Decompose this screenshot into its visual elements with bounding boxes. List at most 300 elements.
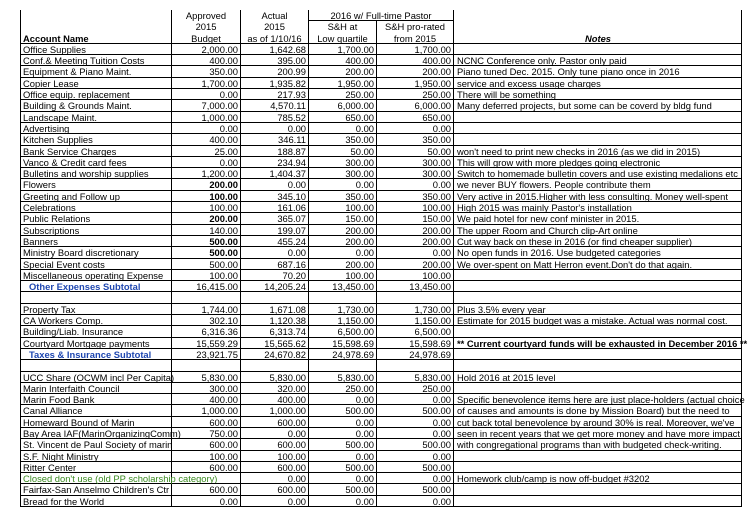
subtotal-amount[interactable]: 16,415.00 xyxy=(172,281,241,292)
amount-cell[interactable]: 6,500.00 xyxy=(309,326,377,337)
amount-cell[interactable]: 6,000.00 xyxy=(309,100,377,111)
notes-cell[interactable] xyxy=(454,462,742,473)
amount-cell[interactable]: 1,950.00 xyxy=(309,78,377,89)
amount-cell[interactable]: 100.00 xyxy=(309,202,377,213)
amount-cell[interactable]: 250.00 xyxy=(377,383,454,394)
amount-cell[interactable]: 15,559.29 xyxy=(172,338,241,349)
notes-cell[interactable]: Very active in 2015.Higher with less consulting. Money well-spent xyxy=(454,191,742,202)
account-name-cell[interactable]: Bread for the World xyxy=(20,496,172,507)
amount-cell[interactable]: 0.00 xyxy=(241,179,309,190)
amount-cell[interactable]: 70.20 xyxy=(241,270,309,281)
amount-cell[interactable]: 15,565.62 xyxy=(241,338,309,349)
amount-cell[interactable]: 6,500.00 xyxy=(377,326,454,337)
amount-cell[interactable]: 300.00 xyxy=(377,157,454,168)
account-name-cell[interactable]: Banners xyxy=(20,236,172,247)
account-name-cell[interactable]: Bank Service Charges xyxy=(20,146,172,157)
table-row xyxy=(20,439,742,450)
account-name-cell[interactable]: Ritter Center xyxy=(20,462,172,473)
amount-cell[interactable]: 1,150.00 xyxy=(309,315,377,326)
empty-cell[interactable] xyxy=(241,360,309,371)
notes-cell[interactable]: Cut way back on these in 2016 (or find cheaper supplier) xyxy=(454,236,742,247)
header-account-name[interactable]: Account Name xyxy=(20,33,172,44)
amount-cell[interactable]: 1,404.37 xyxy=(241,168,309,179)
amount-cell[interactable]: 200.00 xyxy=(377,236,454,247)
account-name-cell[interactable]: Closed don't use (old PP scholarship category) xyxy=(20,473,172,484)
subtotal-amount[interactable]: 14,205.24 xyxy=(241,281,309,292)
amount-cell[interactable]: 199.07 xyxy=(241,225,309,236)
amount-cell[interactable]: 1,700.00 xyxy=(309,44,377,55)
empty-cell[interactable] xyxy=(454,360,742,371)
account-name-cell[interactable]: UCC Share (OCWM incl Per Capita) xyxy=(20,372,172,383)
amount-cell[interactable]: 200.00 xyxy=(172,179,241,190)
amount-cell[interactable]: 5,830.00 xyxy=(172,372,241,383)
amount-cell[interactable]: 1,200.00 xyxy=(172,168,241,179)
amount-cell[interactable]: 7,000.00 xyxy=(172,100,241,111)
amount-cell[interactable]: 600.00 xyxy=(172,484,241,495)
amount-cell[interactable]: 100.00 xyxy=(172,202,241,213)
amount-cell[interactable]: 200.00 xyxy=(309,66,377,77)
amount-cell[interactable]: 200.00 xyxy=(172,213,241,224)
amount-cell[interactable]: 350.00 xyxy=(377,191,454,202)
amount-cell[interactable]: 50.00 xyxy=(309,146,377,157)
amount-cell[interactable]: 500.00 xyxy=(309,405,377,416)
account-name-cell[interactable]: Conf.& Meeting Tuition Costs xyxy=(20,55,172,66)
amount-cell[interactable]: 0.00 xyxy=(241,123,309,134)
table-row xyxy=(20,134,742,145)
account-name-cell[interactable]: Equipment & Piano Maint. xyxy=(20,66,172,77)
notes-cell[interactable] xyxy=(454,349,742,360)
notes-cell[interactable] xyxy=(454,134,742,145)
amount-cell[interactable]: 0.00 xyxy=(309,496,377,507)
amount-cell[interactable]: 200.00 xyxy=(309,259,377,270)
notes-cell[interactable]: Specific benevolence items here are just place-holders (actual choice xyxy=(454,394,742,405)
header-col-1[interactable]: Budget xyxy=(172,33,241,44)
subtotal-amount[interactable]: 24,978.69 xyxy=(377,349,454,360)
amount-cell[interactable]: 250.00 xyxy=(309,383,377,394)
amount-cell[interactable]: 400.00 xyxy=(172,134,241,145)
account-name-cell[interactable]: Courtyard Mortgage payments xyxy=(20,338,172,349)
header-sub-3[interactable]: S&H at xyxy=(309,21,377,32)
account-name-cell[interactable]: Miscellaneous operating Expense xyxy=(20,270,172,281)
account-name-cell[interactable]: Vanco & Credit card fees xyxy=(20,157,172,168)
empty-cell[interactable] xyxy=(172,292,241,303)
amount-cell[interactable]: 350.00 xyxy=(172,66,241,77)
empty-cell[interactable] xyxy=(309,292,377,303)
notes-cell[interactable]: Hold 2016 at 2015 level xyxy=(454,372,742,383)
table-row xyxy=(20,89,742,100)
amount-cell[interactable]: 100.00 xyxy=(172,270,241,281)
subtotal-label[interactable]: Other Expenses Subtotal xyxy=(20,281,172,292)
notes-cell[interactable]: We over-spent on Matt Herron event.Don't do that again. xyxy=(454,259,742,270)
table-row xyxy=(20,496,742,507)
amount-cell[interactable]: 300.00 xyxy=(377,168,454,179)
table-row xyxy=(20,44,742,55)
notes-cell[interactable]: seen in recent years that we get more money and have more impact xyxy=(454,428,742,439)
account-name-cell[interactable]: Marin Interfaith Council xyxy=(20,383,172,394)
amount-cell[interactable]: 6,316.36 xyxy=(172,326,241,337)
amount-cell[interactable]: 25.00 xyxy=(172,146,241,157)
amount-cell[interactable]: 500.00 xyxy=(309,462,377,473)
header-notes-blank[interactable] xyxy=(454,10,742,21)
table-row xyxy=(20,326,742,337)
header-cell-blank[interactable] xyxy=(20,21,172,32)
notes-cell[interactable] xyxy=(454,281,742,292)
subtotal-amount[interactable]: 24,978.69 xyxy=(309,349,377,360)
empty-cell[interactable] xyxy=(377,292,454,303)
amount-cell[interactable]: 600.00 xyxy=(241,439,309,450)
amount-cell[interactable]: 1,000.00 xyxy=(172,112,241,123)
amount-cell[interactable]: 350.00 xyxy=(377,134,454,145)
amount-cell[interactable]: 0.00 xyxy=(377,394,454,405)
amount-cell[interactable]: 0.00 xyxy=(172,89,241,100)
account-name-cell[interactable]: Subscriptions xyxy=(20,225,172,236)
amount-cell[interactable]: 0.00 xyxy=(377,417,454,428)
amount-cell[interactable]: 320.00 xyxy=(241,383,309,394)
amount-cell[interactable]: 200.00 xyxy=(309,225,377,236)
header-approved[interactable]: Approved xyxy=(172,10,241,21)
account-name-cell[interactable]: Special Event costs xyxy=(20,259,172,270)
amount-cell[interactable]: 500.00 xyxy=(377,439,454,450)
amount-cell[interactable]: 400.00 xyxy=(309,55,377,66)
amount-cell[interactable]: 400.00 xyxy=(377,55,454,66)
amount-cell[interactable]: 0.00 xyxy=(377,428,454,439)
notes-cell[interactable]: Estimate for 2015 budget was a mistake. Actual was normal cost. xyxy=(454,315,742,326)
account-name-cell[interactable]: Landscape Maint. xyxy=(20,112,172,123)
amount-cell[interactable]: 150.00 xyxy=(309,213,377,224)
blank-row xyxy=(20,360,742,371)
amount-cell[interactable]: 0.00 xyxy=(241,247,309,258)
amount-cell[interactable]: 0.00 xyxy=(377,247,454,258)
amount-cell[interactable]: 0.00 xyxy=(377,496,454,507)
amount-cell[interactable]: 0.00 xyxy=(309,247,377,258)
header-col-2[interactable]: as of 1/10/16 xyxy=(241,33,309,44)
table-row xyxy=(20,462,742,473)
amount-cell[interactable]: 161.06 xyxy=(241,202,309,213)
amount-cell[interactable]: 100.00 xyxy=(172,191,241,202)
amount-cell[interactable]: 600.00 xyxy=(172,417,241,428)
empty-cell[interactable] xyxy=(377,360,454,371)
amount-cell[interactable]: 1,700.00 xyxy=(377,44,454,55)
amount-cell[interactable]: 1,120.38 xyxy=(241,315,309,326)
account-name-cell[interactable]: Ministry Board discretionary xyxy=(20,247,172,258)
notes-cell[interactable]: No open funds in 2016. Use budgeted categories xyxy=(454,247,742,258)
account-name-cell[interactable]: Bay Area IAF(MarinOrganizingComm) xyxy=(20,428,172,439)
notes-cell[interactable] xyxy=(454,383,742,394)
account-name-cell[interactable]: Bulletins and worship supplies xyxy=(20,168,172,179)
empty-cell[interactable] xyxy=(20,292,172,303)
empty-cell[interactable] xyxy=(172,360,241,371)
table-row xyxy=(20,394,745,406)
notes-cell[interactable] xyxy=(454,123,742,134)
empty-cell[interactable] xyxy=(454,292,742,303)
amount-cell[interactable]: 200.00 xyxy=(377,66,454,77)
amount-cell[interactable]: 1,000.00 xyxy=(172,405,241,416)
notes-cell[interactable]: Plus 3.5% every year xyxy=(454,304,742,315)
account-name-cell[interactable]: Kitchen Supplies xyxy=(20,134,172,145)
amount-cell[interactable]: 365.07 xyxy=(241,213,309,224)
table-row xyxy=(20,247,742,258)
notes-cell[interactable] xyxy=(454,484,742,495)
notes-cell[interactable]: service and excess usage charges xyxy=(454,78,742,89)
table-row xyxy=(20,417,742,428)
amount-cell[interactable]: 650.00 xyxy=(309,112,377,123)
header-sub-1[interactable]: 2015 xyxy=(172,21,241,32)
amount-cell[interactable]: 500.00 xyxy=(309,484,377,495)
amount-cell[interactable]: 0.00 xyxy=(241,428,309,439)
amount-cell[interactable]: 1,700.00 xyxy=(172,78,241,89)
amount-cell[interactable]: 200.00 xyxy=(377,225,454,236)
amount-cell[interactable]: 250.00 xyxy=(377,89,454,100)
amount-cell[interactable]: 250.00 xyxy=(309,89,377,100)
amount-cell[interactable]: 6,000.00 xyxy=(377,100,454,111)
table-row xyxy=(20,383,742,394)
notes-cell[interactable] xyxy=(454,44,742,55)
table-row xyxy=(20,337,748,349)
header-sub-4[interactable]: S&H pro-rated xyxy=(377,21,454,32)
account-name-cell[interactable]: S.F. Night Ministry xyxy=(20,451,172,462)
amount-cell[interactable]: 1,000.00 xyxy=(241,405,309,416)
amount-cell[interactable]: 5,830.00 xyxy=(309,372,377,383)
account-name-cell[interactable]: Office equip. replacement xyxy=(20,89,172,100)
amount-cell[interactable]: 5,830.00 xyxy=(241,372,309,383)
header-cell-blank[interactable] xyxy=(20,10,172,21)
header-col-3[interactable]: Low quartile xyxy=(309,33,377,44)
amount-cell[interactable]: 2,000.00 xyxy=(172,44,241,55)
amount-cell[interactable]: 1,744.00 xyxy=(172,304,241,315)
subtotal-row xyxy=(20,281,742,292)
amount-cell[interactable]: 600.00 xyxy=(241,484,309,495)
notes-cell[interactable]: cut back total benevolence by around 30% is real. Moreover, we've xyxy=(454,417,742,428)
notes-cell[interactable]: The upper Room and Church clip-Art online xyxy=(454,225,742,236)
header-2016-pastor[interactable]: 2016 w/ Full-time Pastor xyxy=(309,10,454,21)
table-row xyxy=(20,270,742,281)
amount-cell[interactable]: 0.00 xyxy=(309,417,377,428)
amount-cell[interactable]: 600.00 xyxy=(172,439,241,450)
header-sub-2[interactable]: 2015 xyxy=(241,21,309,32)
table-row xyxy=(20,157,742,168)
amount-cell[interactable]: 0.00 xyxy=(309,473,377,484)
subtotal-label[interactable]: Taxes & Insurance Subtotal xyxy=(20,349,172,360)
amount-cell[interactable]: 350.00 xyxy=(309,134,377,145)
notes-cell[interactable]: with congregational programs than with budgeted check-writing. xyxy=(454,439,742,450)
empty-cell[interactable] xyxy=(241,292,309,303)
amount-cell[interactable]: 350.00 xyxy=(309,191,377,202)
amount-cell[interactable]: 0.00 xyxy=(172,123,241,134)
amount-cell[interactable]: 140.00 xyxy=(172,225,241,236)
amount-cell[interactable]: 200.99 xyxy=(241,66,309,77)
amount-cell[interactable]: 0.00 xyxy=(309,394,377,405)
notes-cell[interactable] xyxy=(454,112,742,123)
amount-cell[interactable]: 0.00 xyxy=(309,179,377,190)
amount-cell[interactable]: 234.94 xyxy=(241,157,309,168)
table-row xyxy=(20,236,742,247)
amount-cell[interactable]: 400.00 xyxy=(172,55,241,66)
amount-cell[interactable]: 100.00 xyxy=(172,451,241,462)
amount-cell[interactable]: 650.00 xyxy=(377,112,454,123)
amount-cell[interactable]: 0.00 xyxy=(377,473,454,484)
notes-cell[interactable]: There will be something xyxy=(454,89,742,100)
header-notes[interactable]: Notes xyxy=(454,33,742,44)
table-row xyxy=(20,55,742,66)
account-name-cell[interactable]: Canal Alliance xyxy=(20,405,172,416)
notes-cell[interactable] xyxy=(454,326,742,337)
amount-cell[interactable]: 500.00 xyxy=(309,439,377,450)
amount-cell[interactable]: 0.00 xyxy=(241,496,309,507)
notes-cell[interactable]: We paid hotel for new conf minister in 2015. xyxy=(454,213,742,224)
amount-cell[interactable]: 1,642.68 xyxy=(241,44,309,55)
table-row xyxy=(20,66,742,77)
amount-cell[interactable]: 100.00 xyxy=(377,270,454,281)
amount-cell[interactable]: 50.00 xyxy=(377,146,454,157)
amount-cell[interactable]: 0.00 xyxy=(309,428,377,439)
amount-cell[interactable]: 200.00 xyxy=(309,236,377,247)
table-row xyxy=(20,213,742,224)
amount-cell[interactable]: 600.00 xyxy=(241,462,309,473)
account-name-cell[interactable]: St. Vincent de Paul Society of marin xyxy=(20,439,172,450)
amount-cell[interactable]: 0.00 xyxy=(377,123,454,134)
table-row xyxy=(20,304,742,315)
amount-cell[interactable]: 15,598.69 xyxy=(309,338,377,349)
notes-cell[interactable] xyxy=(454,451,742,462)
account-name-cell[interactable]: Copier Lease xyxy=(20,78,172,89)
table-row xyxy=(20,168,742,179)
amount-cell[interactable]: 1,730.00 xyxy=(377,304,454,315)
table-row xyxy=(20,428,742,439)
amount-cell[interactable]: 150.00 xyxy=(377,213,454,224)
amount-cell[interactable]: 600.00 xyxy=(241,417,309,428)
table-row xyxy=(20,191,742,202)
table-row xyxy=(20,179,742,190)
account-name-cell[interactable]: Property Tax xyxy=(20,304,172,315)
amount-cell[interactable]: 100.00 xyxy=(377,202,454,213)
account-name-cell[interactable]: Greeting and Follow up xyxy=(20,191,172,202)
subtotal-amount[interactable]: 24,670.82 xyxy=(241,349,309,360)
amount-cell[interactable]: 217.93 xyxy=(241,89,309,100)
amount-cell[interactable]: 100.00 xyxy=(309,270,377,281)
account-name-cell[interactable]: Homeward Bound of Marin xyxy=(20,417,172,428)
amount-cell[interactable]: 188.87 xyxy=(241,146,309,157)
notes-cell[interactable]: Piano tuned Dec. 2015. Only tune piano once in 2016 xyxy=(454,66,742,77)
amount-cell[interactable]: 4,570.11 xyxy=(241,100,309,111)
amount-cell[interactable]: 6,313.74 xyxy=(241,326,309,337)
account-name-cell[interactable]: Marin Food Bank xyxy=(20,394,172,405)
amount-cell[interactable]: 0.00 xyxy=(309,451,377,462)
table-row xyxy=(20,473,742,484)
notes-cell[interactable] xyxy=(454,270,742,281)
account-name-cell[interactable]: Fairfax-San Anselmo Children's Ctr xyxy=(20,484,172,495)
notes-cell[interactable]: of causes and amounts is done by Mission Board) but the need to xyxy=(454,405,742,416)
notes-cell[interactable] xyxy=(454,496,742,507)
amount-cell[interactable]: 687.16 xyxy=(241,259,309,270)
notes-cell[interactable]: Many deferred projects, but some can be coverd by bldg fund xyxy=(454,100,742,111)
table-row xyxy=(20,372,742,383)
amount-cell[interactable]: 300.00 xyxy=(309,157,377,168)
amount-cell[interactable]: 302.10 xyxy=(172,315,241,326)
amount-cell[interactable]: 1,950.00 xyxy=(377,78,454,89)
amount-cell[interactable]: 750.00 xyxy=(172,428,241,439)
amount-cell[interactable]: 0.00 xyxy=(241,473,309,484)
amount-cell[interactable]: 0.00 xyxy=(309,123,377,134)
amount-cell[interactable]: 0.00 xyxy=(377,451,454,462)
notes-cell[interactable]: won't need to print new checks in 2016 (as we did in 2015) xyxy=(454,146,742,157)
header-col-4[interactable]: from 2015 xyxy=(377,33,454,44)
notes-cell[interactable]: Switch to homemade bulletin covers and use existing medalions etc xyxy=(454,168,742,179)
amount-cell[interactable]: 200.00 xyxy=(377,259,454,270)
table-row xyxy=(20,78,742,89)
table-row xyxy=(20,100,742,111)
amount-cell[interactable]: 100.00 xyxy=(241,451,309,462)
amount-cell[interactable]: 1,730.00 xyxy=(309,304,377,315)
amount-cell[interactable] xyxy=(172,473,241,484)
subtotal-amount[interactable]: 23,921.75 xyxy=(172,349,241,360)
header-row-3 xyxy=(20,33,742,44)
amount-cell[interactable]: 346.11 xyxy=(241,134,309,145)
amount-cell[interactable]: 300.00 xyxy=(172,383,241,394)
table-row xyxy=(20,451,742,462)
amount-cell[interactable]: 600.00 xyxy=(172,462,241,473)
table-row xyxy=(20,123,742,134)
account-name-cell[interactable]: CA Workers Comp. xyxy=(20,315,172,326)
amount-cell[interactable]: 0.00 xyxy=(172,496,241,507)
account-name-cell[interactable]: Celebrations xyxy=(20,202,172,213)
account-name-cell[interactable]: Flowers xyxy=(20,179,172,190)
notes-cell[interactable]: This will grow with more pledges going electronic xyxy=(454,157,742,168)
amount-cell[interactable]: 785.52 xyxy=(241,112,309,123)
account-name-cell[interactable]: Office Supplies xyxy=(20,44,172,55)
table-row xyxy=(20,112,742,123)
amount-cell[interactable]: 0.00 xyxy=(172,157,241,168)
amount-cell[interactable]: 500.00 xyxy=(172,247,241,258)
amount-cell[interactable]: 395.00 xyxy=(241,55,309,66)
amount-cell[interactable]: 1,671.08 xyxy=(241,304,309,315)
amount-cell[interactable]: 0.00 xyxy=(377,179,454,190)
notes-cell[interactable]: ** Current courtyard funds will be exhausted in December 2016 ** xyxy=(454,338,742,349)
amount-cell[interactable]: 455.24 xyxy=(241,236,309,247)
subtotal-row xyxy=(20,349,742,360)
amount-cell[interactable]: 300.00 xyxy=(309,168,377,179)
table-row xyxy=(20,405,742,416)
account-name-cell[interactable]: Advertising xyxy=(20,123,172,134)
account-name-cell[interactable]: Building/Liab. Insurance xyxy=(20,326,172,337)
budget-spreadsheet xyxy=(20,10,748,507)
amount-cell[interactable]: 500.00 xyxy=(377,462,454,473)
notes-cell[interactable]: we never BUY flowers. People contribute them xyxy=(454,179,742,190)
table-row xyxy=(20,225,742,236)
amount-cell[interactable]: 15,598.69 xyxy=(377,338,454,349)
account-name-cell[interactable]: Building & Grounds Maint. xyxy=(20,100,172,111)
amount-cell[interactable]: 400.00 xyxy=(172,394,241,405)
amount-cell[interactable]: 345.10 xyxy=(241,191,309,202)
amount-cell[interactable]: 500.00 xyxy=(377,484,454,495)
amount-cell[interactable]: 500.00 xyxy=(377,405,454,416)
subtotal-amount[interactable]: 13,450.00 xyxy=(309,281,377,292)
amount-cell[interactable]: 1,150.00 xyxy=(377,315,454,326)
subtotal-amount[interactable]: 13,450.00 xyxy=(377,281,454,292)
notes-cell[interactable]: NCNC Conference only. Pastor only paid xyxy=(454,55,742,66)
amount-cell[interactable]: 500.00 xyxy=(172,259,241,270)
account-name-cell[interactable]: Public Relations xyxy=(20,213,172,224)
amount-cell[interactable]: 5,830.00 xyxy=(377,372,454,383)
empty-cell[interactable] xyxy=(20,360,172,371)
notes-cell[interactable]: High 2015 was mainly Pastor's installation xyxy=(454,202,742,213)
amount-cell[interactable]: 400.00 xyxy=(241,394,309,405)
empty-cell[interactable] xyxy=(309,360,377,371)
amount-cell[interactable]: 500.00 xyxy=(172,236,241,247)
notes-cell[interactable]: Homework club/camp is now off-budget #3202 xyxy=(454,473,742,484)
header-actual[interactable]: Actual xyxy=(241,10,309,21)
header-notes-blank[interactable] xyxy=(454,21,742,32)
amount-cell[interactable]: 1,935.82 xyxy=(241,78,309,89)
